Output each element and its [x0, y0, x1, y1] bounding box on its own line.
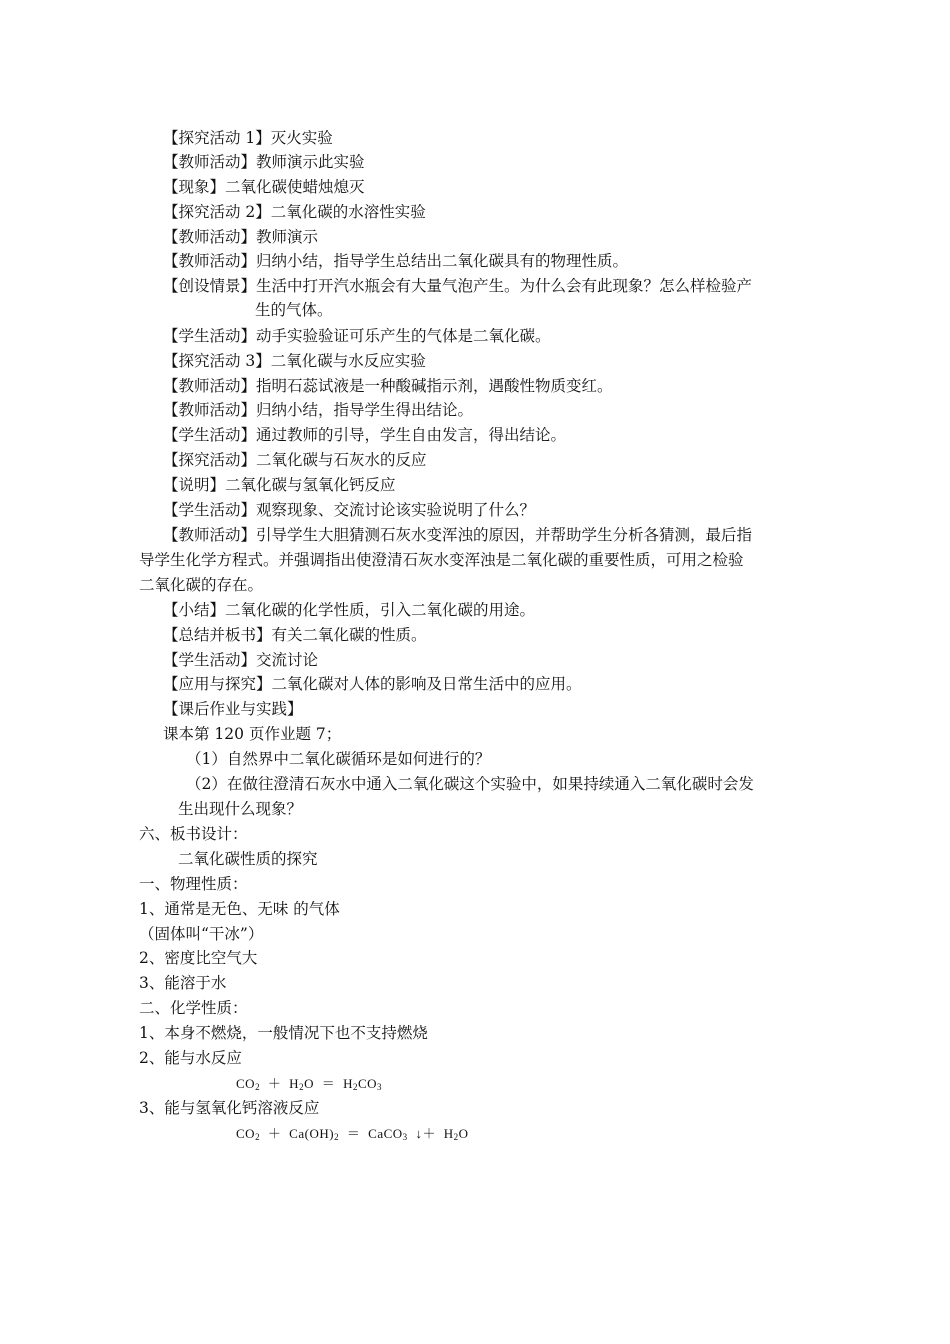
activity-line: 生的气体。	[255, 301, 333, 319]
chemical-properties-heading: 二、化学性质：	[139, 999, 248, 1017]
activity-line: 【现象】二氧化碳使蜡烛熄灭	[163, 178, 365, 196]
activity-line: 【总结并板书】有关二氧化碳的性质。	[163, 626, 427, 644]
activity-line: 【说明】二氧化碳与氢氧化钙反应	[163, 476, 396, 494]
activity-line: 【创设情景】生活中打开汽水瓶会有大量气泡产生。为什么会有此现象？怎么样检验产	[163, 277, 753, 295]
activity-line: 【学生活动】观察现象、交流讨论该实验说明了什么？	[163, 501, 536, 519]
physical-property-item: 1、通常是无色、无味 的气体	[139, 900, 340, 918]
activity-line: 【教师活动】指明石蕊试液是一种酸碱指示剂，遇酸性物质变红。	[163, 377, 613, 395]
activity-line: 【学生活动】交流讨论	[163, 651, 319, 669]
activity-line: 【探究活动 2】二氧化碳的水溶性实验	[163, 203, 426, 221]
activity-line: （1）自然界中二氧化碳循环是如何进行的？	[186, 750, 491, 768]
activity-line: 生出现什么现象？	[178, 800, 303, 818]
physical-property-item: 2、密度比空气大	[139, 949, 258, 967]
chemical-property-item: 3、能与氢氧化钙溶液反应	[139, 1099, 320, 1117]
chemical-property-item: 1、本身不燃烧，一般情况下也不支持燃烧	[139, 1024, 428, 1042]
activity-line: （2）在做往澄清石灰水中通入二氧化碳这个实验中，如果持续通入二氧化碳时会发	[186, 775, 754, 793]
physical-property-item: （固体叫“干冰”）	[139, 925, 264, 943]
chemical-property-item: 2、能与水反应	[139, 1049, 242, 1067]
activity-line: 【小结】二氧化碳的化学性质，引入二氧化碳的用途。	[163, 601, 536, 619]
board-title: 二氧化碳性质的探究	[178, 850, 318, 868]
activity-line: 【教师活动】教师演示	[163, 228, 319, 246]
equation-co2-water: $CO_2 + H_2O = H_2CO_3$	[236, 1076, 383, 1092]
activity-line: 【课后作业与实践】	[163, 700, 303, 718]
activity-line: 【探究活动 1】灭火实验	[163, 129, 333, 147]
activity-line: 导学生化学方程式。并强调指出使澄清石灰水变浑浊是二氧化碳的重要性质，可用之检验	[139, 551, 744, 569]
activity-line: 【教师活动】引导学生大胆猜测石灰水变浑浊的原因，并帮助学生分析各猜测，最后指	[163, 526, 753, 544]
activity-line: 课本第 120 页作业题 7；	[163, 725, 342, 743]
physical-property-item: 3、能溶于水	[139, 974, 227, 992]
activity-line: 【学生活动】动手实验验证可乐产生的气体是二氧化碳。	[163, 327, 551, 345]
activity-line: 【学生活动】通过教师的引导，学生自由发言，得出结论。	[163, 426, 567, 444]
board-design-heading: 六、板书设计：	[139, 825, 248, 843]
physical-properties-heading: 一、物理性质：	[139, 875, 248, 893]
activity-line: 【教师活动】归纳小结，指导学生总结出二氧化碳具有的物理性质。	[163, 252, 629, 270]
activity-line: 【探究活动 3】二氧化碳与水反应实验	[163, 352, 426, 370]
equation-co2-limewater: $CO_2 + Ca(OH)_2$ ＝ CaCO$_3$ ↓＋ $H_2O$	[236, 1126, 469, 1142]
activity-line: 【应用与探究】二氧化碳对人体的影响及日常生活中的应用。	[163, 675, 582, 693]
activity-line: 二氧化碳的存在。	[139, 576, 264, 594]
activity-line: 【教师活动】归纳小结，指导学生得出结论。	[163, 401, 474, 419]
activity-line: 【探究活动】二氧化碳与石灰水的反应	[163, 451, 427, 469]
activity-line: 【教师活动】教师演示此实验	[163, 153, 365, 171]
